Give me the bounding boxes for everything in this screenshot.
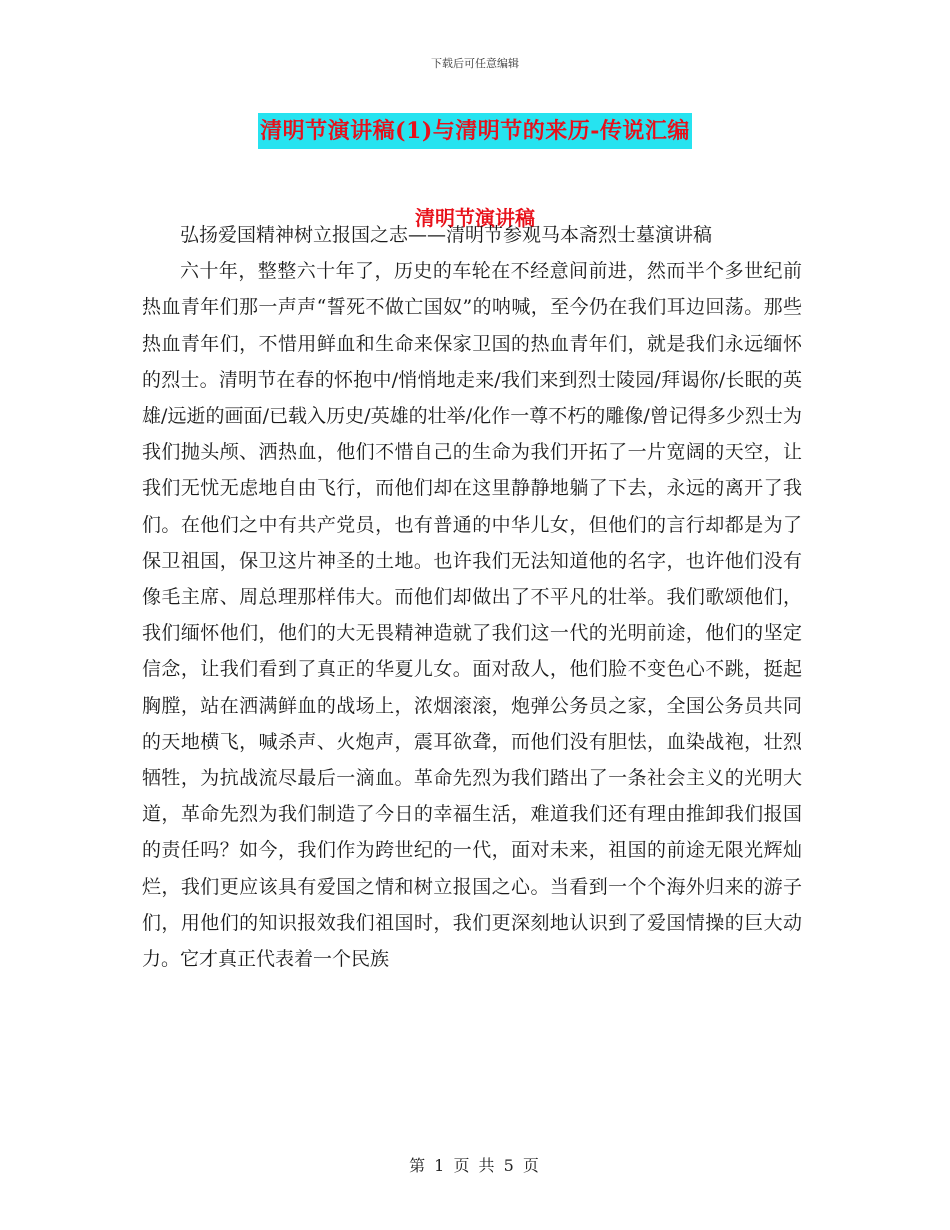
section-title: 清明节演讲稿 xyxy=(415,206,535,230)
page-number-footer: 第 1 页 共 5 页 xyxy=(409,1156,541,1175)
main-title: 清明节演讲稿(1)与清明节的来历-传说汇编 xyxy=(258,113,692,149)
body-paragraph: 六十年，整整六十年了，历史的车轮在不经意间前进，然而半个多世纪前热血青年们那一声声“誓死不做亡国奴”的呐喊，至今仍在我们耳边回荡。那些热血青年们，不惜用鲜血和生命来保家卫国的热血青年们，就是我们永远缅怀的烈士。清明节在春的怀抱中/悄悄地走来/我们来到烈士陵园/拜谒你/长眠的英雄/远逝的画面/已载入历史/英雄的壮举/化作一尊不朽的雕像/曾记得多少烈士为我们抛头颅、洒热血，他们不惜自己的生命为我们开拓了一片宽阔的天空，让我们无忧无虑地自由飞行，而他们却在这里静静地躺了下去，永远的离开了我们。在他们之中有共产党员，也有普通的中华儿女，但他们的言行却都是为了保卫祖国，保卫这片神圣的土地。也许我们无法知道他的名字，也许他们没有像毛主席、周总理那样伟大。而他们却做出了不平凡的壮举。我们歌颂他们，我们缅怀他们，他们的大无畏精神造就了我们这一代的光明前途，他们的坚定信念，让我们看到了真正的华夏儿女。面对敌人，他们脸不变色心不跳，挺起胸膛，站在洒满鲜血的战场上，浓烟滚滚，炮弹公务员之家，全国公务员共同的天地横飞，喊杀声、火炮声，震耳欲聋，而他们没有胆怯，血染战袍，壮烈牺牲，为抗战流尽最后一滴血。革命先烈为我们踏出了一条社会主义的光明大道，革命先烈为我们制造了今日的幸福生活，难道我们还有理由推卸我们报国的责任吗？如今，我们作为跨世纪的一代，面对未来，祖国的前途无限光辉灿烂，我们更应该具有爱国之情和树立报国之心。当看到一个个海外归来的游子们，用他们的知识报效我们祖国时，我们更深刻地认识到了爱国情操的巨大动力。它才真正代表着一个民族 xyxy=(142,260,802,971)
main-title-container xyxy=(0,113,950,149)
speech-subtitle: 弘扬爱国精神树立报国之志——清明节参观马本斋烈士墓演讲稿 xyxy=(180,224,713,246)
document-body xyxy=(142,217,802,977)
page-header-note: 下载后可任意编辑 xyxy=(431,57,519,70)
